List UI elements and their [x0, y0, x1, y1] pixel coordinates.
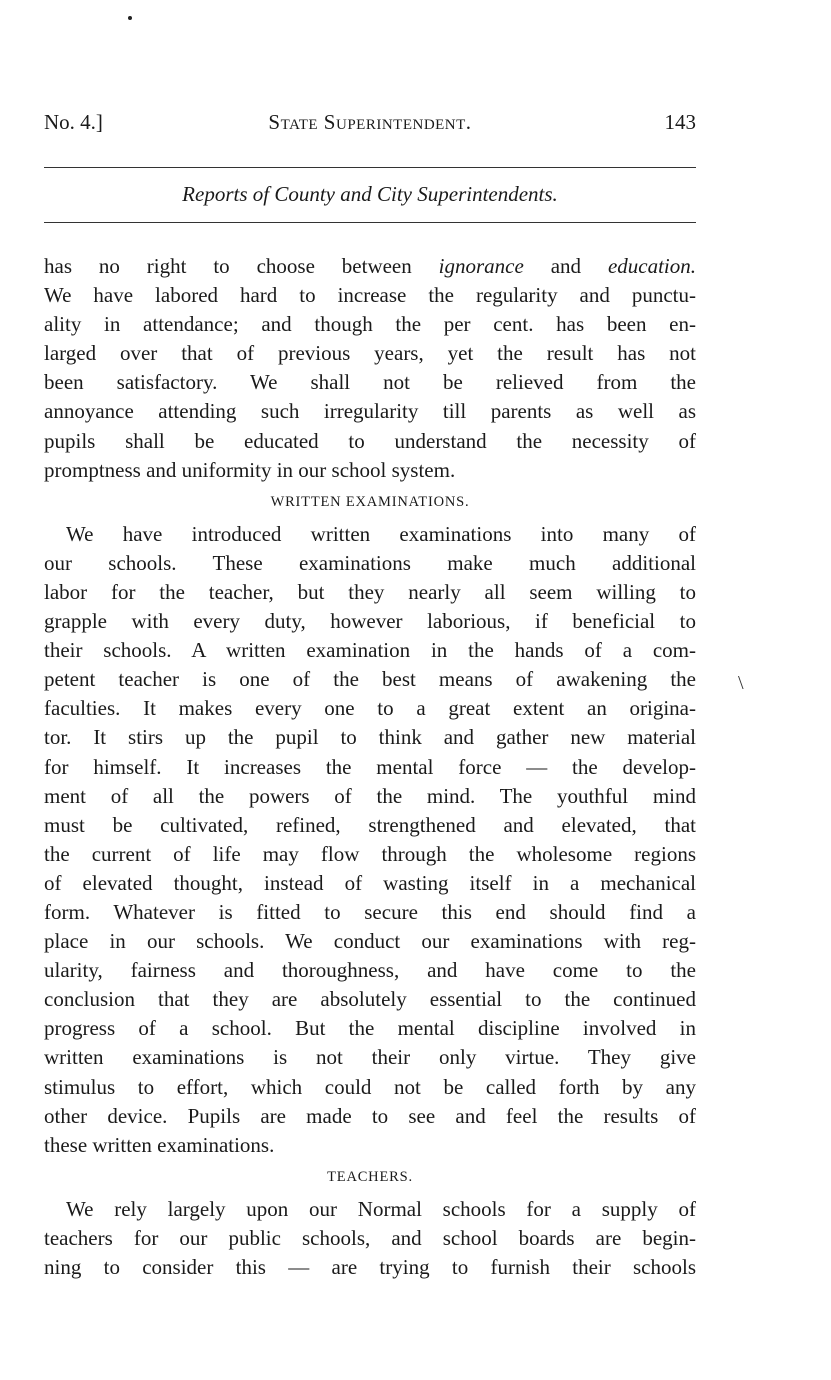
text-line: conclusion that they are absolutely essential to the continued [44, 987, 696, 1012]
text-line: progress of a school. But the mental discipline involved in [44, 1016, 696, 1041]
text-line: pupils shall be educated to understand the necessity of [44, 428, 696, 453]
text-line: faculties. It makes every one to a great extent an origina- [44, 696, 696, 721]
text-line: We have introduced written examinations into many of [66, 521, 696, 546]
text-line: these written examinations. [44, 1132, 275, 1157]
text-line: promptness and uniformity in our school system. [44, 457, 456, 482]
text-line: stimulus to effort, which could not be called forth by any [44, 1074, 696, 1099]
page-body [44, 252, 696, 1282]
text-line: larged over that of previous years, yet the result has not [44, 341, 696, 366]
text-line: We have labored hard to increase the regularity and punctu- [44, 283, 696, 308]
text-line: written examinations is not their only virtue. They give [44, 1045, 696, 1070]
text-line: grapple with every duty, however laborious, if beneficial to [44, 609, 696, 634]
text-line: petent teacher is one of the best means of awakening the [44, 667, 696, 692]
text-line: tor. It stirs up the pupil to think and gather new material [44, 725, 696, 750]
text-line: been satisfactory. We shall not be relieved from the [44, 370, 696, 395]
stray-ink-dot [128, 16, 132, 20]
text-line: form. Whatever is fitted to secure this end should find a [44, 899, 696, 924]
text-line: ning to consider this — are trying to furnish their schools [44, 1255, 696, 1279]
margin-pencil-mark: \ [738, 672, 744, 694]
text-line: of elevated thought, instead of wasting itself in a mechanical [44, 870, 696, 895]
text-line: labor for the teacher, but they nearly all seem willing to [44, 579, 696, 604]
text-line: for himself. It increases the mental force — the develop- [44, 754, 696, 779]
section-subheader: Reports of County and City Superintendents. [182, 182, 558, 206]
text-line: ality in attendance; and though the per cent. has been en- [44, 312, 696, 337]
text-line: other device. Pupils are made to see and feel the results of [44, 1103, 696, 1128]
header-rule-bottom [44, 222, 696, 223]
document-number: No. 4.] [44, 110, 103, 134]
text-line: We rely largely upon our Normal schools for a supply of [66, 1196, 696, 1221]
text-line: our schools. These examinations make much additional [44, 550, 696, 575]
section-heading-teachers: TEACHERS. [327, 1168, 413, 1185]
text-line: their schools. A written examination in the hands of a com- [44, 638, 696, 663]
text-line: has no right to choose between ignorance and education. [44, 254, 696, 278]
header-rule-top [44, 167, 696, 168]
section-heading-written-examinations: WRITTEN EXAMINATIONS. [270, 493, 470, 510]
text-line: ment of all the powers of the mind. The youthful mind [44, 783, 696, 808]
paragraph-teachers [44, 1195, 696, 1282]
running-title: State Superintendent. [268, 110, 472, 134]
paragraph-attendance [44, 252, 696, 485]
text-line: the current of life may flow through the wholesome regions [44, 841, 696, 866]
text-line: must be cultivated, refined, strengthened and elevated, that [44, 812, 696, 837]
running-header [44, 110, 696, 140]
text-line: annoyance attending such irregularity till parents as well as [44, 399, 696, 424]
text-line: teachers for our public schools, and school boards are begin- [44, 1225, 696, 1250]
paragraph-written-examinations [44, 520, 696, 1160]
text-line: place in our schools. We conduct our examinations with reg- [44, 929, 696, 954]
text-line: ularity, fairness and thoroughness, and have come to the [44, 958, 696, 983]
page-number: 143 [664, 110, 696, 134]
